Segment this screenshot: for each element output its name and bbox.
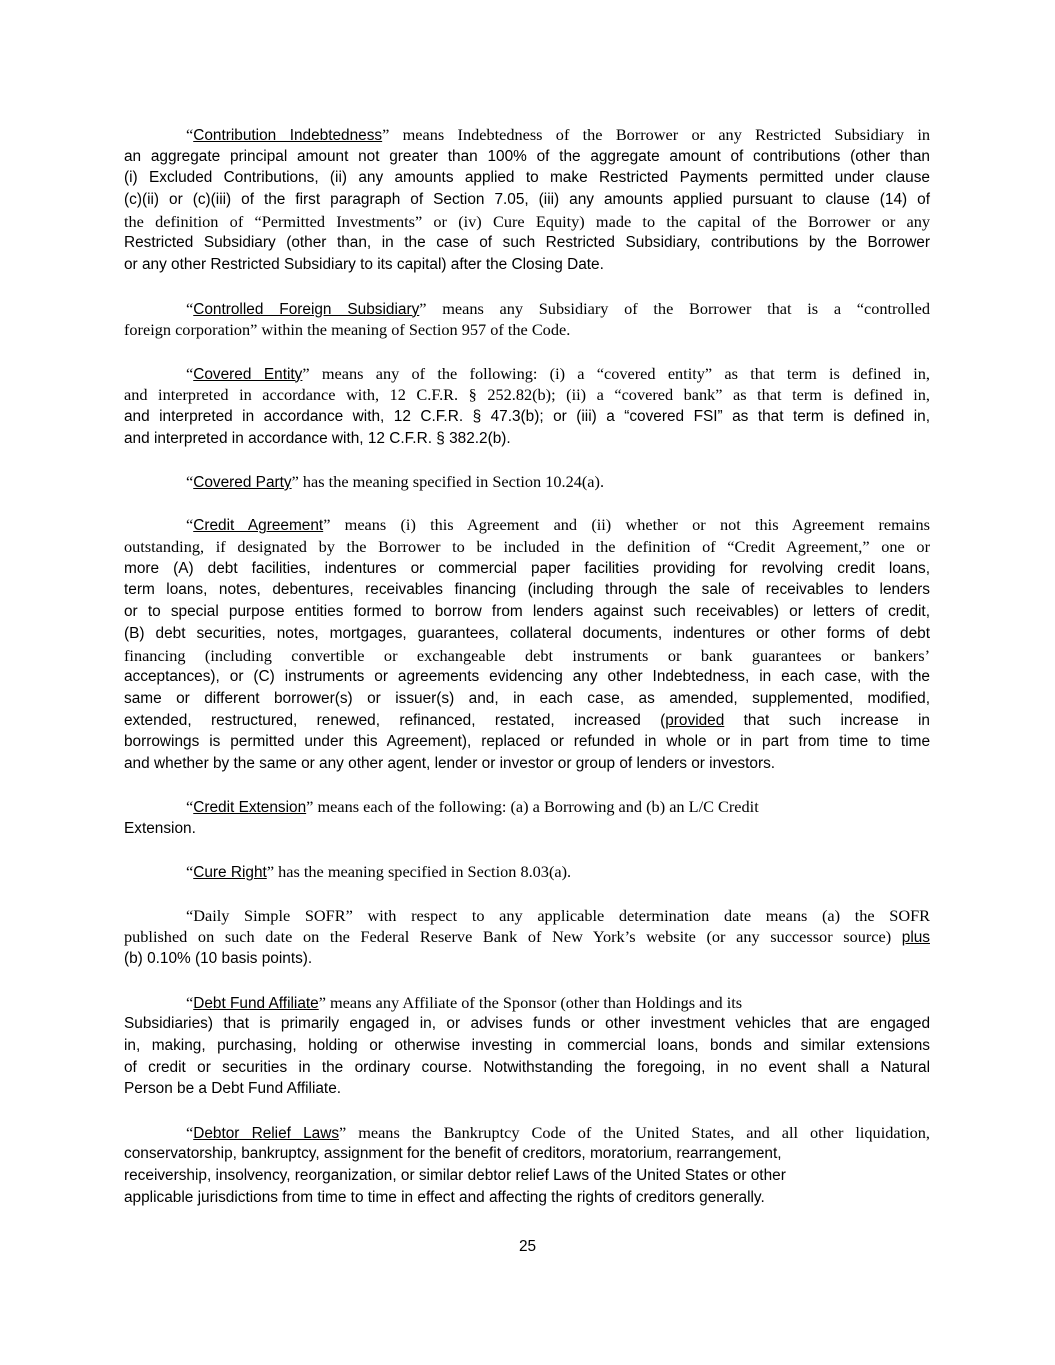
text-line: and interpreted in accordance with, 12 C.F.R. § 47.3(b); or (iii) a “covered FSI” as that term is defined in,	[124, 407, 930, 425]
defined-term: Contribution Indebtedness	[193, 127, 383, 144]
text-line: Extension.	[124, 820, 196, 837]
text-line: “Covered Entity” means any of the following: (i) a “covered entity” as that term is defined in,	[186, 363, 930, 383]
text-line: foreign corporation” within the meaning of Section 957 of the Code.	[124, 320, 571, 340]
text-line: the definition of “Permitted Investments” or (iv) Cure Equity) made to the capital of the Borrower or any	[124, 211, 930, 231]
text-line: published on such date on the Federal Reserve Bank of New York’s website (or any successor source) plus	[124, 927, 930, 947]
defined-term: Debtor Relief Laws	[193, 1124, 340, 1142]
text-line: and interpreted in accordance with, 12 C.F.R. § 382.2(b).	[124, 429, 511, 447]
definition-debt-fund-affiliate	[124, 992, 930, 1100]
defined-term: Covered Entity	[193, 365, 303, 383]
text-line: (B) debt securities, notes, mortgages, guarantees, collateral documents, indentures or other forms of debt	[124, 624, 930, 642]
text-line: “Credit Agreement” means (i) this Agreement and (ii) whether or not this Agreement remains	[186, 515, 930, 535]
text-line: Person be a Debt Fund Affiliate.	[124, 1080, 342, 1098]
text-line: extended, restructured, renewed, refinanced, restated, increased (provided that such increase in	[124, 711, 930, 729]
text-line: (b) 0.10% (10 basis points).	[124, 950, 313, 968]
definition-covered-party	[124, 471, 930, 493]
defined-term: Debt Fund Affiliate	[193, 994, 319, 1012]
text-line: Restricted Subsidiary (other than, in the case of such Restricted Subsidiary, contributions by the Borrower	[124, 234, 930, 252]
defined-term: Controlled Foreign Subsidiary	[193, 300, 420, 318]
definition-credit-agreement	[124, 514, 930, 774]
text-line: (i) Excluded Contributions, (ii) any amounts applied to make Restricted Payments permitted under clause	[124, 169, 930, 187]
emphasis-provided: provided	[665, 711, 725, 729]
definition-controlled-foreign-subsidiary	[124, 298, 930, 341]
definition-covered-entity	[124, 363, 930, 450]
text-line: in, making, purchasing, holding or otherwise investing in commercial loans, bonds and similar extensions	[124, 1036, 930, 1054]
text-line: “Debtor Relief Laws” means the Bankruptcy Code of the United States, and all other liquidation,	[186, 1122, 930, 1142]
text-line: same or different borrower(s) or issuer(s) and, in each case, as amended, supplemented, modified,	[124, 689, 930, 707]
definition-contribution-indebtedness	[124, 124, 930, 276]
text-line: Subsidiaries) that is primarily engaged in, or advises funds or other investment vehicles that are engaged	[124, 1015, 930, 1033]
text-line: “Covered Party” has the meaning specified in Section 10.24(a).	[186, 472, 605, 491]
definition-daily-simple-sofr	[124, 905, 930, 970]
text-line: borrowings is permitted under this Agreement), replaced or refunded in whole or in part from time to time	[124, 733, 930, 751]
text-line: more (A) debt facilities, indentures or commercial paper facilities providing for revolving credit loans,	[124, 559, 930, 577]
page-number: 25	[518, 1238, 537, 1255]
text-line: receivership, insolvency, reorganization, or similar debtor relief Laws of the United States or other	[124, 1167, 786, 1184]
text-line: and whether by the same or any other agent, lender or investor or group of lenders or investors.	[124, 754, 776, 772]
text-line: or to special purpose entities formed to borrow from lenders against such receivables) or letters of credit,	[124, 603, 930, 621]
text-line: “Controlled Foreign Subsidiary” means any Subsidiary of the Borrower that is a “controlled	[186, 298, 930, 318]
text-line: “Cure Right” has the meaning specified in Section 8.03(a).	[186, 862, 572, 882]
definition-credit-extension	[124, 796, 930, 839]
text-line: “Debt Fund Affiliate” means any Affiliate of the Sponsor (other than Holdings and its	[186, 992, 743, 1012]
definition-cure-right	[124, 861, 930, 883]
text-line: an aggregate principal amount not greater than 100% of the aggregate amount of contributions (other than	[124, 147, 930, 165]
definition-debtor-relief-laws	[124, 1122, 930, 1209]
defined-term: Cure Right	[193, 864, 267, 882]
text-line: financing (including convertible or exchangeable debt instruments or bank guarantees or bankers’	[124, 645, 930, 665]
emphasis-plus: plus	[901, 929, 930, 947]
text-line: or any other Restricted Subsidiary to its capital) after the Closing Date.	[124, 256, 604, 274]
text-line: “Credit Extension” means each of the following: (a) a Borrowing and (b) an L/C Credit	[186, 797, 759, 817]
defined-term: Credit Agreement	[193, 517, 324, 535]
text-line: outstanding, if designated by the Borrower to be included in the definition of “Credit Agreement,” one or	[124, 537, 930, 557]
text-line: term loans, notes, debentures, receivables financing (including through the sale of receivables to lenders	[124, 581, 930, 599]
defined-term: Covered Party	[193, 474, 292, 491]
text-line: “Daily Simple SOFR” with respect to any applicable determination date means (a) the SOFR	[186, 905, 930, 925]
text-line: “Contribution Indebtedness” means Indebtedness of the Borrower or any Restricted Subsidiary in	[186, 125, 930, 144]
text-line: of credit or securities in the ordinary course. Notwithstanding the foregoing, in no event shall a Natural	[124, 1058, 930, 1076]
text-line: applicable jurisdictions from time to time in effect and affecting the rights of creditors generally.	[124, 1188, 765, 1206]
text-line: acceptances), or (C) instruments or agreements evidencing any other Indebtedness, in each case, with the	[124, 668, 930, 686]
text-line: (c)(ii) or (c)(iii) of the first paragraph of Section 7.05, (iii) any amounts applied pursuant to clause (14) of	[124, 191, 930, 209]
definitions-body	[124, 124, 930, 1230]
defined-term: Credit Extension	[193, 799, 307, 817]
text-line: and interpreted in accordance with, 12 C.F.R. § 252.82(b); (ii) a “covered bank” as that term is defined in,	[124, 385, 930, 405]
text-line: conservatorship, bankruptcy, assignment for the benefit of creditors, moratorium, rearrangement,	[124, 1145, 782, 1163]
